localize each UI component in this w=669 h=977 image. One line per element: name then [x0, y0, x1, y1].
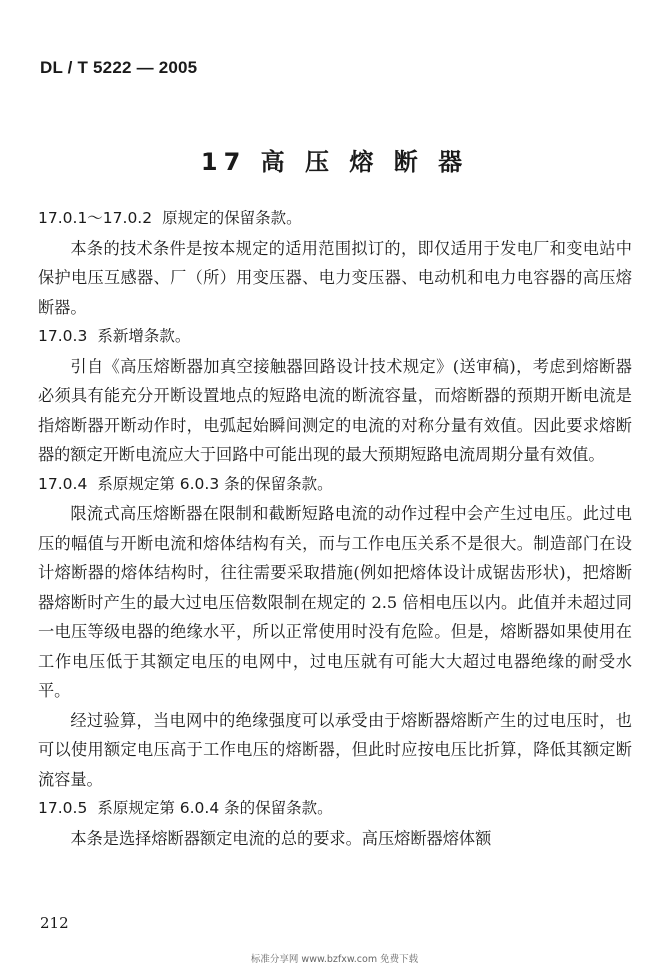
document-code: DL / T 5222 — 2005 — [40, 58, 198, 77]
paragraph: 经过验算，当电网中的绝缘强度可以承受由于熔断器熔断产生的过电压时，也可以使用额定电压高于工作电压的熔断器，但此时应按电压比折算，降低其额定断流容量。 — [38, 710, 632, 789]
section-title: 系原规定第 6.0.4 条的保留条款。 — [97, 799, 333, 817]
section-title: 系原规定第 6.0.3 条的保留条款。 — [97, 474, 333, 493]
section-heading — [38, 204, 632, 234]
paragraph: 本条是选择熔断器额定电流的总的要求。高压熔断器熔体额 — [70, 828, 492, 848]
section-heading — [38, 794, 632, 824]
page-number: 212 — [40, 914, 69, 932]
chapter-title: 17 高 压 熔 断 器 — [200, 148, 469, 176]
footer-watermark: 标准分享网 www.bzfxw.com 免费下载 — [250, 954, 419, 965]
section-heading — [38, 470, 632, 500]
section-number: 17.0.3 — [38, 327, 88, 345]
body-text — [38, 204, 632, 853]
section-number: 17.0.4 — [38, 474, 88, 493]
section-number: 17.0.1～17.0.2 — [38, 209, 153, 227]
section-title: 原规定的保留条款。 — [162, 209, 302, 227]
paragraph: 引自《高压熔断器加真空接触器回路设计技术规定》(送审稿)，考虑到熔断器必须具有能充分开断设置地点的短路电流的断流容量，而熔断器的预期开断电流是指熔断器开断动作时，电弧起始瞬间测定的电流的对称分量有效值。因此要求熔断器的额定开断电流应大于回路中可能出现的最大预期短路电流周期分量有效值。 — [38, 356, 632, 464]
section-heading — [38, 322, 632, 352]
paragraph: 本条的技术条件是按本规定的适用范围拟订的，即仅适用于发电厂和变电站中保护电压互感器、厂（所）用变压器、电力变压器、电动机和电力电容器的高压熔断器。 — [38, 238, 632, 317]
paragraph: 限流式高压熔断器在限制和截断短路电流的动作过程中会产生过电压。此过电压的幅值与开断电流和熔体结构有关，而与工作电压关系不是很大。制造部门在设计熔断器的熔体结构时，往往需要采取措施(例如把熔体设计成锯齿形状)，把熔断器熔断时产生的最大过电压倍数限制在规定的 2.5 倍相电压以内。此值并未超过同一电压等级电器的绝缘水平，所以正常使用时没有危险。但是，熔断器如果使用在工作电压低于其额定电压的电网中，过电压就有可能大大超过电器绝缘的耐受水平。 — [38, 504, 632, 700]
section-title: 系新增条款。 — [97, 327, 191, 345]
section-number: 17.0.5 — [38, 799, 88, 817]
